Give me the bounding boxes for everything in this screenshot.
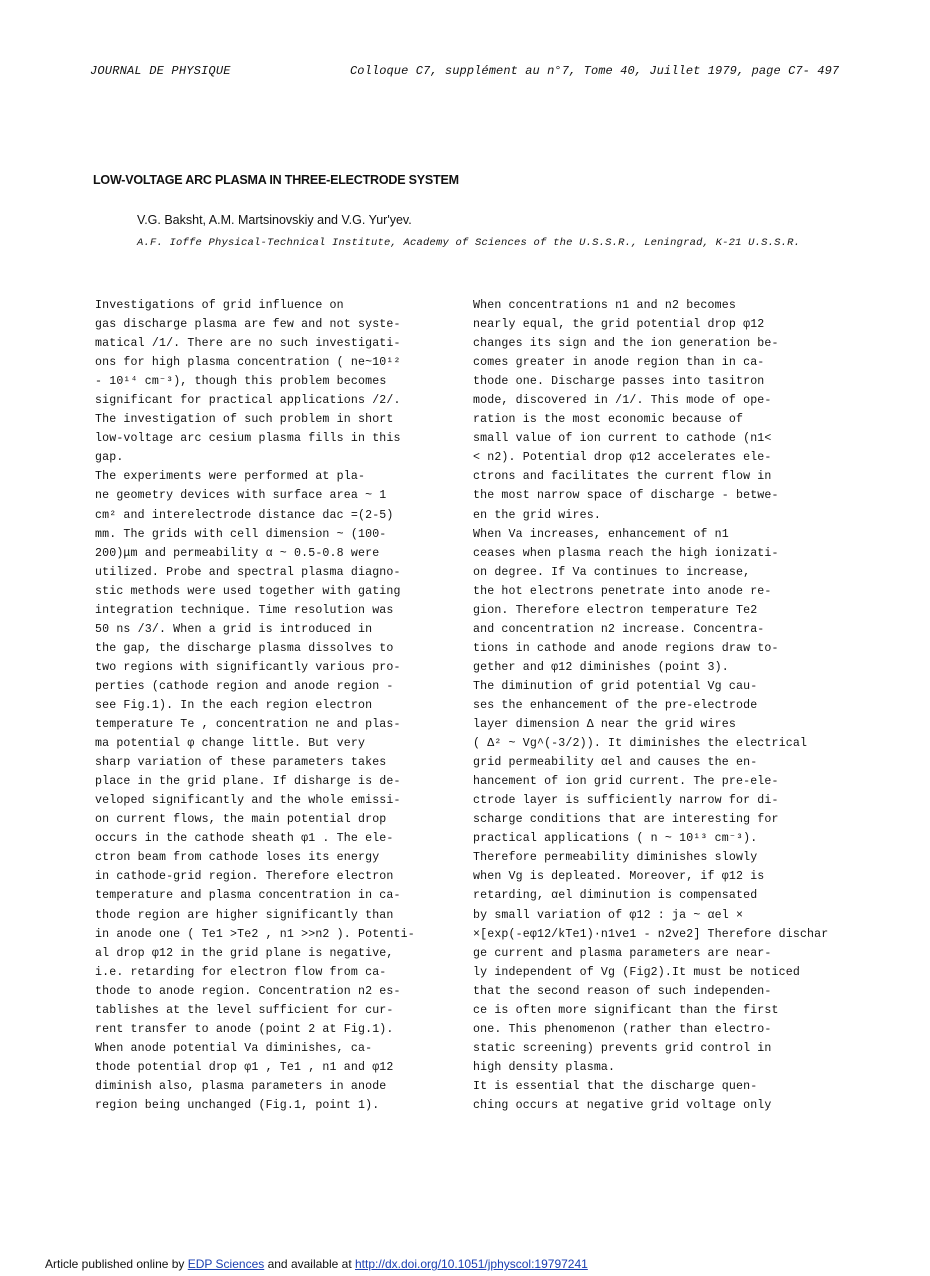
text-line: on degree. If Va continues to increase, [473,565,751,579]
text-line: see Fig.1). In the each region electron [95,698,373,712]
text-line: i.e. retarding for electron flow from ca- [95,965,387,979]
text-line: ne geometry devices with surface area ~ 1 [95,489,387,503]
text-line: When anode potential Va diminishes, ca- [95,1041,373,1055]
article-authors: V.G. Baksht, A.M. Martsinovskiy and V.G. Yur'yev. [137,213,412,227]
text-line: one. This phenomenon (rather than electro- [473,1022,772,1036]
text-line: mode, discovered in /1/. This mode of ope- [473,394,772,408]
doi-link[interactable]: http://dx.doi.org/10.1051/jphyscol:19797241 [354,1257,588,1271]
text-line: thode region are higher significantly than [95,908,394,922]
text-line: ( Δ² ~ Vg^(-3/2)). It diminishes the electrical [473,737,808,751]
body-right-column [473,296,838,1115]
text-line: The investigation of such problem in short [95,413,394,427]
text-line: static screening) prevents grid control in [473,1041,772,1055]
text-line: integration technique. Time resolution was [95,603,394,617]
text-line: stic methods were used together with gating [95,584,401,598]
text-line: gion. Therefore electron temperature Te2 [473,603,758,617]
text-line: tablishes at the level sufficient for cur- [95,1003,394,1017]
text-line: ce is often more significant than the first [473,1003,779,1017]
text-line: by small variation of φ12 : ja ~ αel × [473,908,744,922]
header-colloque: Colloque C7, supplément au n°7, Tome 40, Juillet 1979, page C7- 497 [350,64,840,78]
text-line: grid permeability αel and causes the en- [473,756,758,770]
text-line: When concentrations n1 and n2 becomes [473,299,736,312]
text-line: and concentration n2 increase. Concentra- [473,622,765,636]
text-line: The experiments were performed at pla- [95,470,366,484]
text-line: ching occurs at negative grid voltage only [473,1098,772,1112]
text-line: place in the grid plane. If disharge is de- [95,775,401,789]
text-line: nearly equal, the grid potential drop φ12 [473,318,765,332]
text-line: ×[exp(-eφ12/kTe1)·n1ve1 - n2ve2] Therefore dischar [473,927,829,941]
text-line: ma potential φ change little. But very [95,737,366,751]
text-line: < n2). Potential drop φ12 accelerates ele- [473,451,772,465]
text-line: perties (cathode region and anode region - [95,679,394,693]
body-left-column [95,296,455,1115]
text-line: ceases when plasma reach the high ionizati- [473,546,779,560]
text-line: small value of ion current to cathode (n1< [473,432,772,446]
text-line: comes greater in anode region than in ca- [473,356,765,370]
text-line: thode potential drop φ1 , Te1 , n1 and φ12 [95,1060,394,1074]
header-journal: JOURNAL DE PHYSIQUE [90,64,231,78]
text-line: ses the enhancement of the pre-electrode [473,698,758,712]
text-line: in anode one ( Te1 >Te2 , n1 >>n2 ). Potenti- [95,927,415,941]
footer-publication-note [45,1257,588,1271]
text-line: ge current and plasma parameters are near- [473,946,772,960]
text-line: Therefore permeability diminishes slowly [473,851,758,865]
text-line: the hot electrons penetrate into anode re- [473,584,772,598]
text-line: gether and φ12 diminishes (point 3). [473,660,729,674]
article-title: LOW-VOLTAGE ARC PLASMA IN THREE-ELECTRODE SYSTEM [93,173,459,187]
text-line: sharp variation of these parameters takes [95,756,387,770]
text-line: occurs in the cathode sheath φ1 . The ele- [95,832,394,846]
text-line: diminish also, plasma parameters in anode [95,1079,387,1093]
text-line: matical /1/. There are no such investigati- [95,337,401,351]
text-line: When Va increases, enhancement of n1 [473,527,729,541]
text-line: low-voltage arc cesium plasma fills in this [95,432,401,446]
text-line: ly independent of Vg (Fig2).It must be noticed [473,965,800,979]
text-line: veloped significantly and the whole emissi- [95,794,401,808]
text-line: that the second reason of such independen- [473,984,772,998]
text-line: - 10¹⁴ cm⁻³), though this problem becomes [95,375,387,389]
footer-middle: and available at [264,1257,355,1271]
text-line: significant for practical applications /2/. [95,394,401,408]
text-line: utilized. Probe and spectral plasma diagno- [95,565,401,579]
text-line: scharge conditions that are interesting for [473,813,779,827]
text-line: temperature Te , concentration ne and plas- [95,718,401,732]
text-line: high density plasma. [473,1060,616,1074]
text-line: Investigations of grid influence on [95,299,344,312]
text-line: 200)μm and permeability α ~ 0.5-0.8 were [95,546,380,560]
text-line: ctrode layer is sufficiently narrow for di- [473,794,779,808]
footer-prefix: Article published online by [45,1257,188,1271]
text-line: rent transfer to anode (point 2 at Fig.1). [95,1022,394,1036]
text-line: retarding, αel diminution is compensated [473,889,758,903]
text-line: gas discharge plasma are few and not syste- [95,318,401,332]
text-line: It is essential that the discharge quen- [473,1079,758,1093]
text-line: mm. The grids with cell dimension ~ (100- [95,527,387,541]
text-line: thode to anode region. Concentration n2 es- [95,984,401,998]
text-line: layer dimension Δ near the grid wires [473,718,736,732]
text-line: ctron beam from cathode loses its energy [95,851,380,865]
text-line: region being unchanged (Fig.1, point 1). [95,1098,380,1112]
text-line: practical applications ( n ~ 10¹³ cm⁻³). [473,832,758,846]
text-line: temperature and plasma concentration in ca- [95,889,401,903]
text-line: en the grid wires. [473,508,601,522]
text-line: changes its sign and the ion generation be- [473,337,779,351]
text-line: ctrons and facilitates the current flow in [473,470,772,484]
text-line: The diminution of grid potential Vg cau- [473,679,758,693]
text-line: the gap, the discharge plasma dissolves to [95,641,394,655]
article-affiliation: A.F. Ioffe Physical-Technical Institute, Academy of Sciences of the U.S.S.R., Leningrad, K-21 U.S.S.R. [137,237,801,249]
text-line: al drop φ12 in the grid plane is negative, [95,946,394,960]
text-line: two regions with significantly various pro- [95,660,401,674]
text-line: gap. [95,451,124,465]
text-line: 50 ns /3/. When a grid is introduced in [95,622,373,636]
text-line: when Vg is depleated. Moreover, if φ12 is [473,870,765,884]
text-line: in cathode-grid region. Therefore electron [95,870,394,884]
text-line: thode one. Discharge passes into tasitron [473,375,765,389]
text-line: the most narrow space of discharge - betwe- [473,489,779,503]
text-line: on current flows, the main potential drop [95,813,387,827]
text-line: tions in cathode and anode regions draw to- [473,641,779,655]
text-line: cm² and interelectrode distance dac =(2-5) [95,508,394,522]
text-line: hancement of ion grid current. The pre-ele- [473,775,779,789]
text-line: ration is the most economic because of [473,413,744,427]
edp-sciences-link[interactable]: EDP Sciences [187,1257,265,1271]
text-line: ons for high plasma concentration ( ne~10¹² [95,356,401,370]
